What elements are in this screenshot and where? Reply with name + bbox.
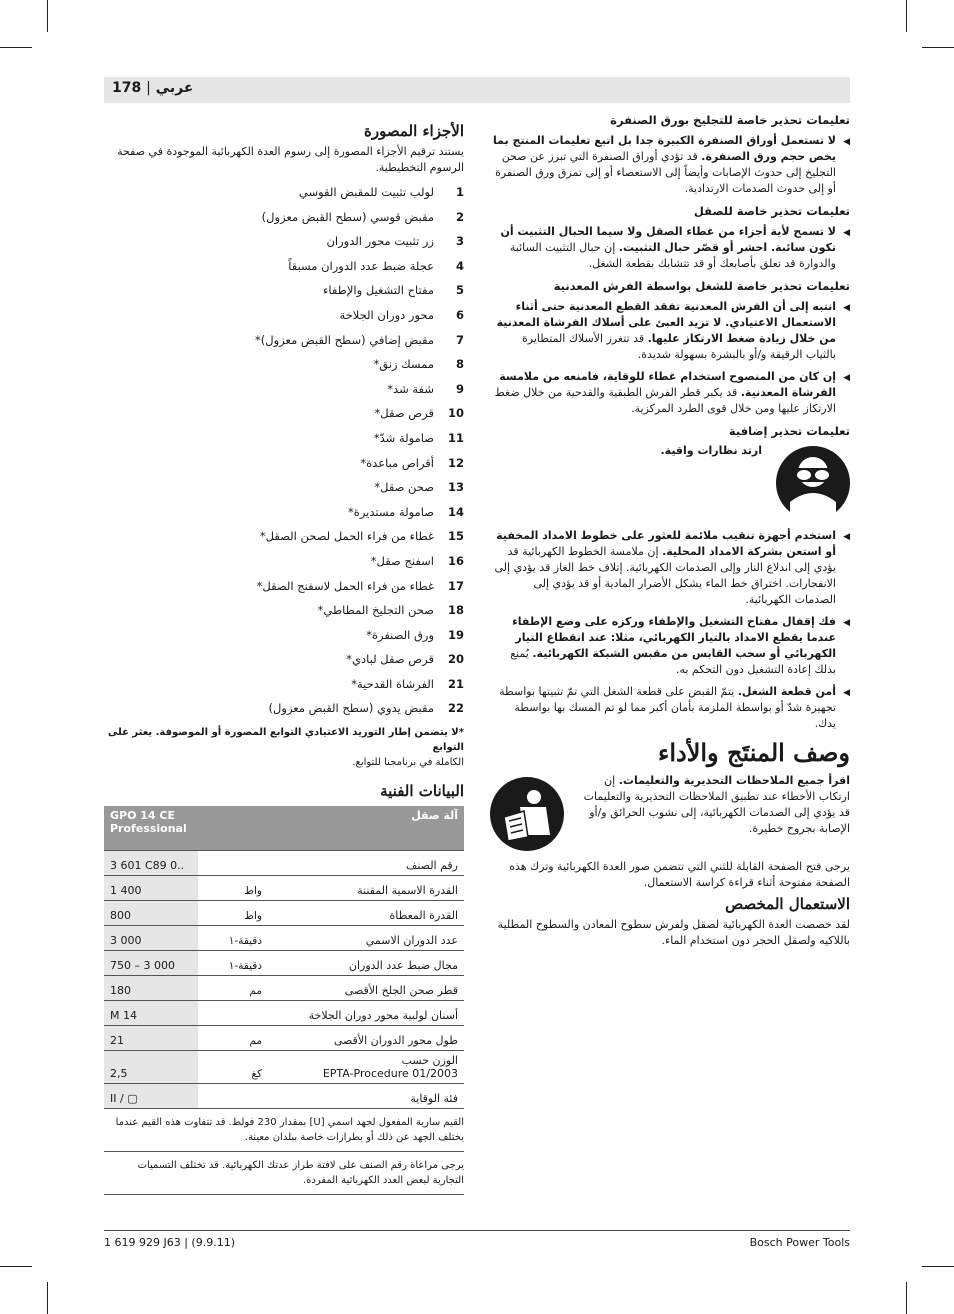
part-item — [104, 451, 464, 476]
part-item — [104, 377, 464, 402]
spec-row — [104, 876, 464, 901]
crop-mark — [47, 0, 48, 32]
spec-label: القدرة المعطاة — [268, 901, 464, 926]
goggles-block — [490, 444, 850, 522]
detect-lines-warning — [490, 528, 850, 608]
part-item — [104, 254, 464, 279]
part-number: 22 — [447, 701, 464, 716]
spec-unit: مم — [198, 976, 268, 1001]
part-label: الفرشاة القدحية* — [351, 676, 434, 691]
spec-header-label: آلة صقل — [268, 806, 464, 851]
part-label: صامولة شدّ* — [373, 430, 434, 445]
spec-label: رقم الصنف — [268, 851, 464, 876]
spec-label: قطر صحن الجلخ الأقصى — [268, 976, 464, 1001]
spec-value: II / ▢ — [104, 1084, 198, 1109]
parts-note-text: الكاملة في برنامجنا للتوابع. — [352, 757, 464, 769]
sanding-warning-text: قد تؤدي أوراق الصنفرة التي تبرز عن صحن التجليخ إلى حدوث الإصابات وأيضاً إلى الاستعصاء أو إلى تمزق ورق الصنفرة أو إلى حدوث الصدمات الارتدادية. — [495, 150, 836, 195]
parts-note-bold: *لا يتضمن إطار التوريد الاعتيادي التوابع المصورة أو الموصوفة. يعثر على التوابع — [107, 727, 464, 754]
detect-lines-bold: استخدم أجهزة تنقيب ملائمة للعثور على خطوط الامداد المخفية أو استعن بشركة الامداد المحلية. — [496, 529, 836, 558]
part-item — [104, 180, 464, 205]
part-label: صحن صقل* — [374, 480, 434, 495]
part-item — [104, 549, 464, 574]
spec-unit: دقيقة-١ — [198, 951, 268, 976]
page-number-label — [112, 80, 193, 96]
wire-warning-2-text: قد يكبر قطر الفرش الطبقية والقدحية من خلال ضغط الارتكاز عليها ومن خلال قوى الطرد المركزية. — [494, 386, 836, 415]
wire-brush-title: تعليمات تحذير خاصة للشغل بواسطة الفرش المعدنية — [553, 279, 850, 293]
part-label: غطاء من فراء الحمل لصحن الصقل* — [259, 529, 434, 544]
part-item — [104, 328, 464, 353]
part-number: 6 — [455, 307, 464, 322]
polish-title: تعليمات تحذير خاصة للصقل — [693, 204, 850, 218]
part-item — [104, 426, 464, 451]
polish-warning — [490, 224, 850, 272]
bullet-triangle-icon: ◀ — [843, 373, 850, 383]
wire-warning-2 — [490, 369, 850, 417]
spec-value: 180 — [104, 976, 198, 1001]
spec-value: M 14 — [104, 1001, 198, 1026]
spec-unit: كغ — [198, 1051, 268, 1084]
crop-mark — [906, 1282, 907, 1314]
read-manual-icon — [490, 777, 564, 851]
part-label: صحن التجليخ المطاطي* — [317, 603, 434, 618]
bullet-triangle-icon: ◀ — [843, 618, 850, 628]
part-number: 9 — [455, 381, 464, 396]
read-manual-bold: اقرأ جميع الملاحظات التحذيرية والتعليمات. — [618, 774, 850, 787]
spec-row — [104, 1001, 464, 1026]
crop-mark — [922, 47, 954, 48]
safety-goggles-icon — [776, 446, 850, 520]
detect-lines-text: إن ملامسة الخطوط الكهربائية قد يؤدي إلى اندلاع النار وإلى الصدمات الكهربائية. إتلاف خط الغاز قد يؤدي إلى الانفجارات. اختراق خط الماء يشكل الأضرار المادية أو قد يؤدي إلى الصدمات الكهربائية. — [494, 545, 836, 606]
spec-label: عدد الدوران الاسمي — [268, 926, 464, 951]
part-label: لولب تثبيت للمقبض القوسي — [298, 185, 434, 199]
part-number: 18 — [447, 603, 464, 618]
spec-title: البيانات الفنية — [380, 782, 464, 801]
part-label: مقبض قوسي (سطح القبض معزول) — [261, 209, 434, 224]
footer-rule — [104, 1230, 850, 1231]
intended-use-title: الاستعمال المخصص — [725, 895, 850, 913]
spec-model: GPO 14 CE — [110, 809, 175, 823]
parts-note — [104, 725, 464, 770]
spec-row — [104, 926, 464, 951]
secure-workpiece-warning — [490, 684, 850, 732]
spec-row — [104, 901, 464, 926]
spec-unit: واط — [198, 901, 268, 926]
parts-title: الأجزاء المصورة — [364, 122, 464, 140]
part-item — [104, 401, 464, 426]
part-item — [104, 574, 464, 599]
part-number: 8 — [455, 357, 464, 372]
part-label: مقبض إضافي (سطح القبض معزول)* — [255, 332, 434, 347]
part-label: قرص صقل لبادي* — [346, 652, 434, 667]
part-label: عجلة ضبط عدد الدوران مسبقاً — [288, 258, 434, 273]
spec-label: مجال ضبط عدد الدوران — [268, 951, 464, 976]
part-number: 13 — [447, 480, 464, 495]
part-number: 3 — [455, 234, 464, 249]
part-number: 15 — [447, 529, 464, 544]
header-separator: | — [146, 80, 151, 96]
spec-footnote-1: القيم سارية المفعول لجهد اسمي [U] بمقدار 230 فولط. قد تتفاوت هذه القيم عندما يختلف الجهد عن ذلك أو بطرازات خاصة ببلدان معينة. — [104, 1109, 464, 1152]
part-number: 19 — [447, 627, 464, 642]
page-number: 178 — [112, 80, 142, 96]
polish-warning-bold: لا تسمح لأية أجزاء من غطاء الصقل ولا سيما الحبال التثبيت أن تكون سائبة. احشر أو قصّر حبال التثبيت. — [500, 225, 836, 254]
secure-workpiece-text: يتمّ القبض على قطعة الشغل التي تمّ تثبيتها بواسطة تجهيزة شدّ أو بواسطة الملزمة بأمان أكبر مما لو تم المسك بها بواسطة يدك. — [499, 685, 836, 730]
part-item — [104, 278, 464, 303]
sanding-warning — [490, 133, 850, 197]
spec-weight-label: الوزن حسب — [401, 1054, 458, 1068]
crop-mark — [906, 0, 907, 32]
part-item — [104, 303, 464, 328]
part-label: صامولة مستديرة* — [348, 504, 434, 519]
part-item — [104, 647, 464, 672]
spec-header-row — [104, 806, 464, 851]
right-column — [490, 112, 850, 953]
part-number: 10 — [447, 406, 464, 421]
part-number: 2 — [455, 209, 464, 224]
footer-brand: Bosch Power Tools — [749, 1236, 850, 1249]
left-column — [104, 118, 464, 1195]
part-item — [104, 229, 464, 254]
sanding-title: تعليمات تحذير خاصة للتجليخ بورق الصنفرة — [610, 113, 850, 127]
part-number: 4 — [455, 258, 464, 273]
switch-warning-bold: فك إقفال مفتاح التشغيل والإطفاء وركزه على وضع الإطفاء عندما يقطع الامداد بالتيار الكهربائي، مثلا: عند انقطاع التيار الكهربائي أو سحب القابس من مقبس الشبكة الكهربائية. — [512, 615, 836, 660]
spec-row-protection-class — [104, 1084, 464, 1109]
part-label: شفة شد* — [387, 381, 434, 396]
spec-value: 21 — [104, 1026, 198, 1051]
spec-value: 1 400 — [104, 876, 198, 901]
spec-value: 800 — [104, 901, 198, 926]
part-label: قرص صقل* — [374, 406, 434, 421]
part-label: اسفنج صقل* — [370, 553, 434, 568]
spec-header-unit — [198, 806, 268, 851]
part-item — [104, 500, 464, 525]
part-label: محور دوران الجلاخة — [339, 307, 434, 322]
product-description-title: وصف المنتَج والأداء — [658, 738, 850, 767]
spec-weight-sub: EPTA-Procedure 01/2003 — [322, 1067, 458, 1081]
spec-model-sub: Professional — [110, 822, 187, 836]
part-item — [104, 696, 464, 721]
part-number: 1 — [455, 185, 464, 199]
parts-intro: يستند ترقيم الأجزاء المصورة إلى رسوم العدة الكهربائية الموجودة في صفحة الرسوم التخطيطية. — [117, 145, 464, 174]
part-item — [104, 623, 464, 648]
part-item — [104, 475, 464, 500]
spec-label: القدرة الاسمية المقننة — [268, 876, 464, 901]
switch-warning — [490, 614, 850, 678]
part-item — [104, 205, 464, 230]
read-manual-block — [490, 773, 850, 859]
secure-workpiece-bold: أمن قطعة الشغل. — [737, 685, 836, 698]
goggles-text: ارتد نظارات واقية. — [660, 444, 762, 457]
part-item — [104, 672, 464, 697]
spec-value: 3 601 C89 0.. — [104, 851, 198, 876]
switch-warning-text: يُمنع بذلك إعادة التشغيل دون التحكم به. — [510, 647, 836, 676]
spec-unit — [198, 851, 268, 876]
crop-mark — [0, 1266, 32, 1267]
spec-row — [104, 951, 464, 976]
header-language: عربي — [155, 80, 194, 96]
spec-label — [268, 1051, 464, 1084]
part-label: مفتاح التشغيل والإطفاء — [322, 283, 434, 298]
part-number: 14 — [447, 504, 464, 519]
part-label: مقبض يدوي (سطح القبض معزول) — [268, 701, 434, 716]
bullet-triangle-icon: ◀ — [843, 303, 850, 313]
read-manual-body: إن ارتكاب الأخطاء عند تطبيق الملاحظات التحذيرية والتعليمات قد يؤدي إلى الصدمات الكهربائية، إلى نشوب الحرائق و/أو الإصابة بجروح خطيرة. — [583, 774, 850, 835]
part-number: 16 — [447, 553, 464, 568]
sanding-warning-bold: لا تستعمل أوراق الصنفرة الكبيرة جدا بل اتبع تعليمات المنتج بما يخص حجم ورق الصنفرة. — [493, 134, 836, 163]
footer-doc-number: 1 619 929 J63 | (9.9.11) — [104, 1236, 235, 1249]
wire-warning-2-bold: إن كان من المنصوح استخدام غطاء للوقاية، فامنعه من ملامسة الفرشاة المعدنية. — [499, 370, 836, 399]
part-number: 12 — [447, 455, 464, 470]
spec-row-weight — [104, 1051, 464, 1084]
part-number: 20 — [447, 652, 464, 667]
bullet-triangle-icon: ◀ — [843, 228, 850, 238]
bullet-triangle-icon: ◀ — [843, 532, 850, 542]
spec-unit: مم — [198, 1026, 268, 1051]
spec-footnote-2: يرجى مراعاة رقم الصنف على لافتة طراز عدتك الكهربائية. قد تختلف التسميات التجارية لبعض العدد الكهربائية المفردة. — [104, 1152, 464, 1195]
wire-warning-1-text: قد تتغرز الأسلاك المتطايرة بالثياب الرقيقة و/أو بالبشرة بسهولة شديدة. — [521, 332, 836, 361]
spec-unit — [198, 1084, 268, 1109]
spec-row — [104, 1026, 464, 1051]
parts-list — [104, 180, 464, 721]
part-label: زر تثبيت محور الدوران — [326, 234, 434, 249]
read-manual-text — [578, 773, 850, 837]
part-label: غطاء من فراء الحمل لاسفنج الصقل* — [256, 578, 434, 593]
polish-warning-text: إن حبال التثبيت السائبة والدوارة قد تعلق بأصابعك أو قد تتشابك بقطعة الشغل. — [509, 241, 836, 270]
bullet-triangle-icon: ◀ — [843, 688, 850, 698]
part-number: 7 — [455, 332, 464, 347]
wire-warning-1 — [490, 299, 850, 363]
crop-mark — [47, 1282, 48, 1314]
part-label: ورق الصنفرة* — [366, 627, 434, 642]
crop-mark — [0, 47, 32, 48]
wire-warning-1-bold: انتبه إلى أن الفرش المعدنية تفقد القطع المعدنية حتى أثناء الاستعمال الاعتيادي. لا تزيد العبئ على أسلاك الفرشاة المعدنية من خلال زيادة ضغط الارتكاز عليها. — [496, 300, 836, 345]
part-number: 17 — [447, 578, 464, 593]
spec-unit — [198, 1001, 268, 1026]
part-number: 21 — [447, 676, 464, 691]
part-item — [104, 524, 464, 549]
crop-mark — [922, 1266, 954, 1267]
page-header — [104, 77, 850, 103]
part-label: أقراص مباعدة* — [360, 455, 434, 470]
foldout-instruction: يرجى فتح الصفحة القابلة للثني التي تتضمن صور العدة الكهربائية وترك هذه الصفحة مفتوحة أثناء قراءة كراسة الاستعمال. — [509, 860, 850, 889]
spec-label: طول محور الدوران الأقصى — [268, 1026, 464, 1051]
part-item — [104, 598, 464, 623]
spec-unit: دقيقة-١ — [198, 926, 268, 951]
spec-row — [104, 851, 464, 876]
extra-warnings-title: تعليمات تحذير إضافية — [728, 424, 850, 438]
spec-value: 750 – 3 000 — [104, 951, 198, 976]
intended-use-text: لقد خصصت العدة الكهربائية لصقل ولفرش سطوح المعادن والسطوح المطلية باللاكيه ولصقل الحجر دون استخدام الماء. — [497, 918, 850, 947]
spec-row — [104, 976, 464, 1001]
spec-table — [104, 806, 464, 1109]
spec-value: 2,5 — [104, 1051, 198, 1084]
bullet-triangle-icon: ◀ — [843, 137, 850, 147]
spec-label: أسنان لولبية محور دوران الجلاخة — [268, 1001, 464, 1026]
part-item — [104, 352, 464, 377]
spec-unit: واط — [198, 876, 268, 901]
part-number: 11 — [447, 430, 464, 445]
spec-value: 3 000 — [104, 926, 198, 951]
spec-header-model — [104, 806, 198, 851]
spec-label: فئة الوقاية — [268, 1084, 464, 1109]
part-number: 5 — [455, 283, 464, 298]
part-label: ممسك زنق* — [373, 357, 434, 372]
